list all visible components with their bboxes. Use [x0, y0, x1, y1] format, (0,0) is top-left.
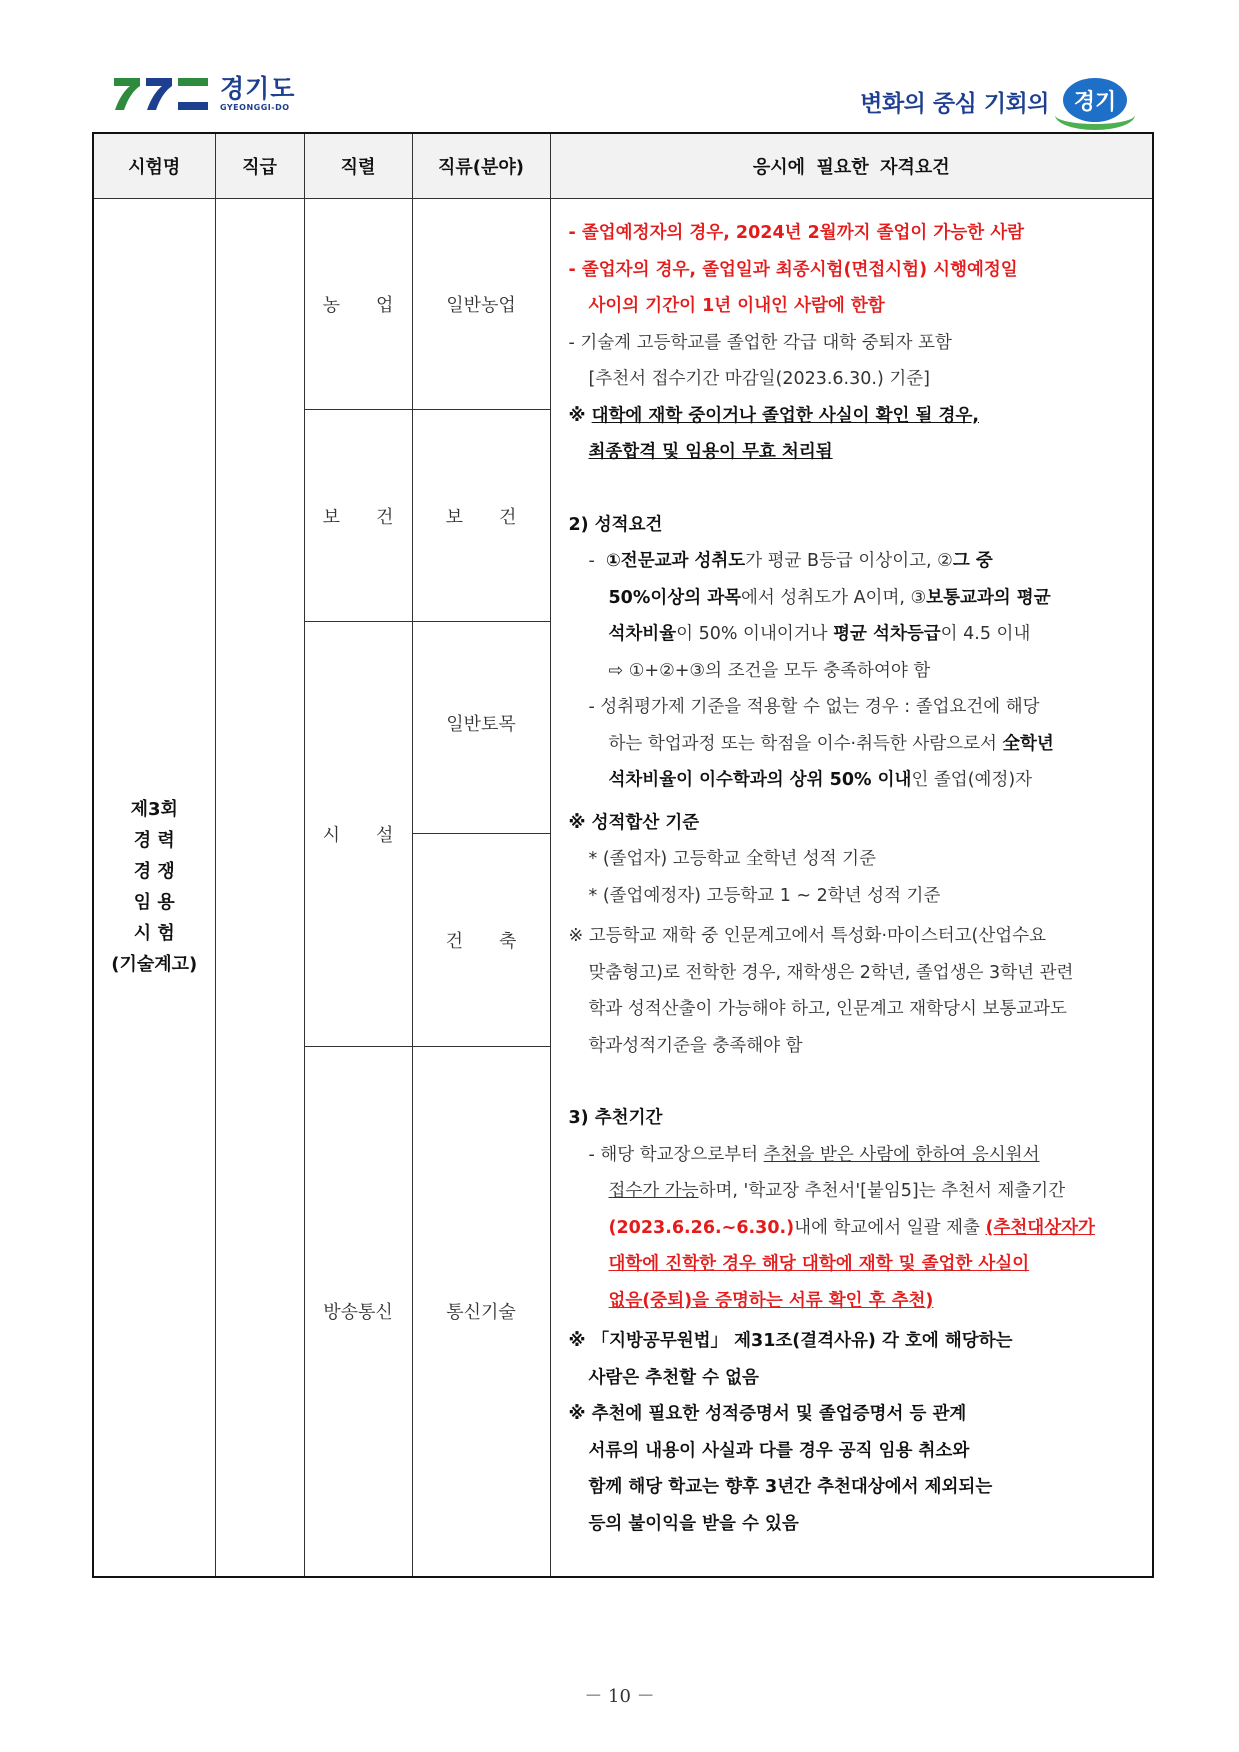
table-header-row	[93, 133, 1153, 199]
header-grade: 직급	[215, 133, 304, 199]
header-exam-name: 시험명	[93, 133, 215, 199]
header-requirements: 응시에 필요한 자격요건	[550, 133, 1153, 199]
req-graduate-period: - 졸업자의 경우, 졸업일과 최종시험(면접시험) 시행예정일	[568, 259, 1018, 280]
page-number: － 10 －	[584, 1686, 655, 1707]
series-facilities: 시 설	[304, 622, 412, 1047]
slogan-text: 변화의 중심 기회의	[860, 90, 1049, 117]
gyeonggi-logo-mark-icon	[112, 74, 210, 114]
req-graduation-expected: - 졸업예정자의 경우, 2024년 2월까지 졸업이 가능한 사람	[568, 223, 1025, 243]
series-broadcasting: 방송통신	[304, 1047, 412, 1577]
requirements-cell: - 졸업예정자의 경우, 2024년 2월까지 졸업이 가능한 사람 - 졸업자의 경우, 졸업일과 최종시험(면접시험) 시행예정일 사이의 기간이 1년 이내인 사람에 한함 - 기술계 고등학교를 졸업한 각급 대학 중퇴자 포함 [추천서 접수기간 마감일(2023.6.30.) 기준] ※ 대학에 재학 중이거나 졸업한 사실이 확인 될 경우, 최종합격 및 임용이 무효 처리됨 2) 성적요건 - ①전문교과 성취도가 평균 B등급 이상이고, ②그 중 50%이상의 과목에서 성취도가 A이며, ③보통교과의 평균 석차비율이 50% 이내이거나 평균 석차등급이 4.5 이내 ⇨ ①+②+③의 조건을 모두 충족하여야 함 - 성취평가제 기준을 적용할 수 없는 경우 : 졸업요건에 해당 하는 학업과정 또는 학점을 이수·취득한 사람으로서 全학년 석차비율이 이수학과의 상위 50% 이내인 졸업(예정)자 ※ 성적합산 기준 * (졸업자) 고등학교 全학년 성적 기준 * (졸업예정자) 고등학교 1 ~ 2학년 성적 기준 ※ 고등학교 재학 중 인문계고에서 특성화·마이스터고(산업수요 맞춤형고)로 전학한 경우, 재학생은 2학년, 졸업생은 3학년 관련 학과 성적산출이 가능해야 하고, 인문계고 재학당시 보통교과도 학과성적기준을 충족해야 함 3) 추천기간 - 해당 학교장으로부터 추천을 받은 사람에 한하여 응시원서 접수가 가능하며, '학교장 추천서'[붙임5]는 추천서 제출기간 (2023.6.26.~6.30.)내에 학교에서 일괄 제출 (추천대상자가 대학에 진학한 경우 해당 대학에 재학 및 졸업한 사실이 없음(중퇴)을 증명하는 서류 확인 후 추천) ※ 「지방공무원법」 제31조(결격사유) 각 호에 해당하는 사람은 추천할 수 없음 ※ 추천에 필요한 성적증명서 및 졸업증명서 등 관계 서류의 내용이 사실과 다를 경우 공직 임용 취소와 함께 해당 학교는 향후 3년간 추천대상에서 제외되는 등의 불이익을 받을 수 있음	[550, 199, 1153, 1577]
slogan-badge-icon	[1055, 78, 1135, 124]
field-general-agriculture: 일반농업	[412, 199, 550, 410]
field-architecture: 건 축	[412, 834, 550, 1047]
gyeonggi-logo	[112, 74, 295, 114]
series-agriculture: 농 업	[304, 199, 412, 410]
slogan-logo	[860, 78, 1135, 124]
field-communication-tech: 통신기술	[412, 1047, 550, 1577]
logo-english-text: GYEONGGI-DO	[220, 103, 290, 112]
logo-korean-text: 경기도	[220, 74, 296, 103]
section-recommendation-period: 3) 추천기간	[568, 1108, 663, 1128]
header-field: 직류(분야)	[412, 133, 550, 199]
grade-cell	[215, 199, 304, 1577]
slogan-badge-text: 경기	[1073, 90, 1117, 115]
field-civil-engineering: 일반토목	[412, 622, 550, 834]
table-row	[93, 199, 1153, 410]
field-health: 보 건	[412, 410, 550, 622]
section-grade-requirements: 2) 성적요건	[568, 514, 663, 535]
qualification-table	[92, 132, 1154, 1578]
exam-name-cell: 제3회 경 력 경 쟁 임 용 시 험 (기술계고)	[93, 199, 215, 1577]
header-series: 직렬	[304, 133, 412, 199]
series-health: 보 건	[304, 410, 412, 622]
